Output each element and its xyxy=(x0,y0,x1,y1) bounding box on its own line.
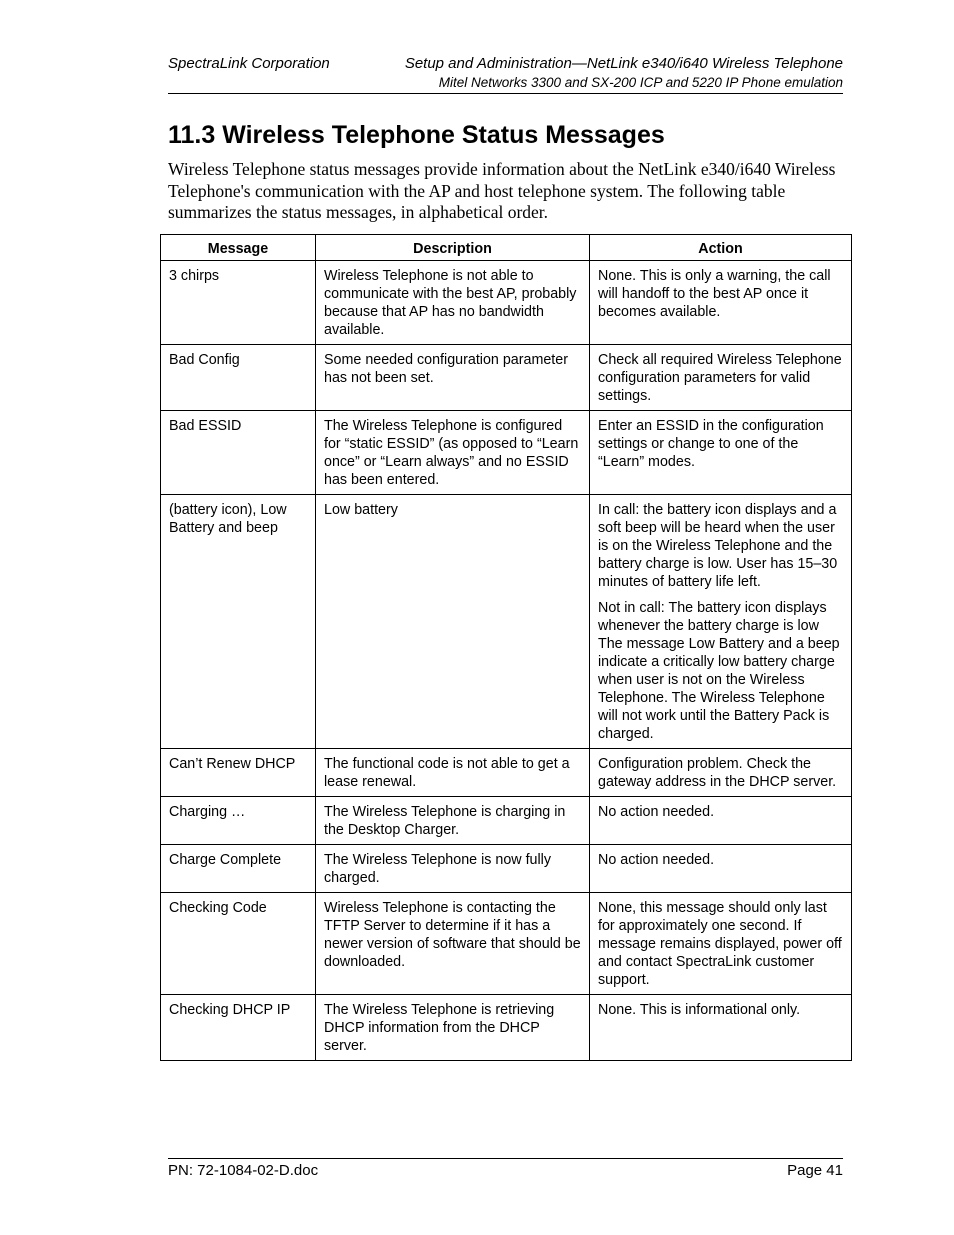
cell-message: Charging … xyxy=(161,797,316,845)
action-text: None, this message should only last for approximately one second. If message remains displayed, power off and contact SpectraLink customer support. xyxy=(598,900,842,988)
cell-message: Can’t Renew DHCP xyxy=(161,749,316,797)
footer-page-number: Page 41 xyxy=(787,1162,843,1179)
column-header-message: Message xyxy=(161,235,316,261)
cell-action xyxy=(590,995,852,1061)
cell-description: Low battery xyxy=(316,495,590,749)
footer-part-number: PN: 72-1084-02-D.doc xyxy=(168,1162,319,1179)
cell-description: The Wireless Telephone is configured for “static ESSID” (as opposed to “Learn once” or “Learn always” and no ESSID has been entered. xyxy=(316,411,590,495)
cell-action xyxy=(590,495,852,749)
cell-message: Checking DHCP IP xyxy=(161,995,316,1061)
column-header-description: Description xyxy=(316,235,590,261)
cell-message: 3 chirps xyxy=(161,261,316,345)
cell-message: (battery icon), Low Battery and beep xyxy=(161,495,316,749)
cell-action xyxy=(590,893,852,995)
status-messages-table xyxy=(160,234,852,1061)
section-title: 11.3 Wireless Telephone Status Messages xyxy=(168,121,665,149)
page-header xyxy=(168,54,843,94)
header-rule xyxy=(168,93,843,94)
header-company: SpectraLink Corporation xyxy=(168,55,330,72)
cell-action xyxy=(590,345,852,411)
action-text: No action needed. xyxy=(598,852,715,868)
table-row xyxy=(161,411,852,495)
cell-description: The Wireless Telephone is now fully charged. xyxy=(316,845,590,893)
table-row xyxy=(161,797,852,845)
table-row xyxy=(161,893,852,995)
page-footer xyxy=(168,1158,843,1181)
table-header-row xyxy=(161,235,852,261)
cell-description: Wireless Telephone is contacting the TFTP Server to determine if it has a newer version of software that should be downloaded. xyxy=(316,893,590,995)
action-text-in-call: In call: the battery icon displays and a soft beep will be heard when the user is on the Wireless Telephone and the battery charge is low. User has 15–30 minutes of battery life left. xyxy=(598,502,838,590)
cell-description: The functional code is not able to get a lease renewal. xyxy=(316,749,590,797)
cell-action xyxy=(590,845,852,893)
action-text: None. This is informational only. xyxy=(598,1002,801,1018)
header-doc-subtitle: Mitel Networks 3300 and SX-200 ICP and 5220 IP Phone emulation xyxy=(438,75,843,90)
column-header-action: Action xyxy=(590,235,852,261)
action-text: None. This is only a warning, the call will handoff to the best AP once it becomes available. xyxy=(598,268,831,320)
cell-message: Bad Config xyxy=(161,345,316,411)
table-row xyxy=(161,749,852,797)
action-text: No action needed. xyxy=(598,804,715,820)
cell-action xyxy=(590,411,852,495)
cell-action xyxy=(590,261,852,345)
table-row xyxy=(161,995,852,1061)
action-text-not-in-call: Not in call: The battery icon displays whenever the battery charge is low The message Low Battery and a beep indicate a critically low battery charge when user is not on the Wireless Telephone. The Wireless Telephone will not work until the Battery Pack is charged. xyxy=(598,600,840,742)
cell-description: Wireless Telephone is not able to communicate with the best AP, probably because that AP has no bandwidth available. xyxy=(316,261,590,345)
cell-description: The Wireless Telephone is charging in the Desktop Charger. xyxy=(316,797,590,845)
cell-description: The Wireless Telephone is retrieving DHCP information from the DHCP server. xyxy=(316,995,590,1061)
cell-message: Bad ESSID xyxy=(161,411,316,495)
table-row xyxy=(161,495,852,749)
cell-message: Checking Code xyxy=(161,893,316,995)
table-row xyxy=(161,845,852,893)
table-row xyxy=(161,345,852,411)
action-text: Configuration problem. Check the gateway address in the DHCP server. xyxy=(598,756,837,790)
header-doc-title: Setup and Administration—NetLink e340/i640 Wireless Telephone xyxy=(404,55,843,72)
cell-message: Charge Complete xyxy=(161,845,316,893)
cell-action xyxy=(590,749,852,797)
cell-action xyxy=(590,797,852,845)
action-text: Check all required Wireless Telephone configuration parameters for valid settings. xyxy=(598,352,842,404)
cell-description: Some needed configuration parameter has not been set. xyxy=(316,345,590,411)
table-row xyxy=(161,261,852,345)
section-intro: Wireless Telephone status messages provide information about the NetLink e340/i640 Wireless Telephone's communication with the AP and host telephone system. The following table summarizes the status messages, in alphabetical order. xyxy=(168,159,836,222)
action-text: Enter an ESSID in the configuration settings or change to one of the “Learn” modes. xyxy=(598,418,824,470)
